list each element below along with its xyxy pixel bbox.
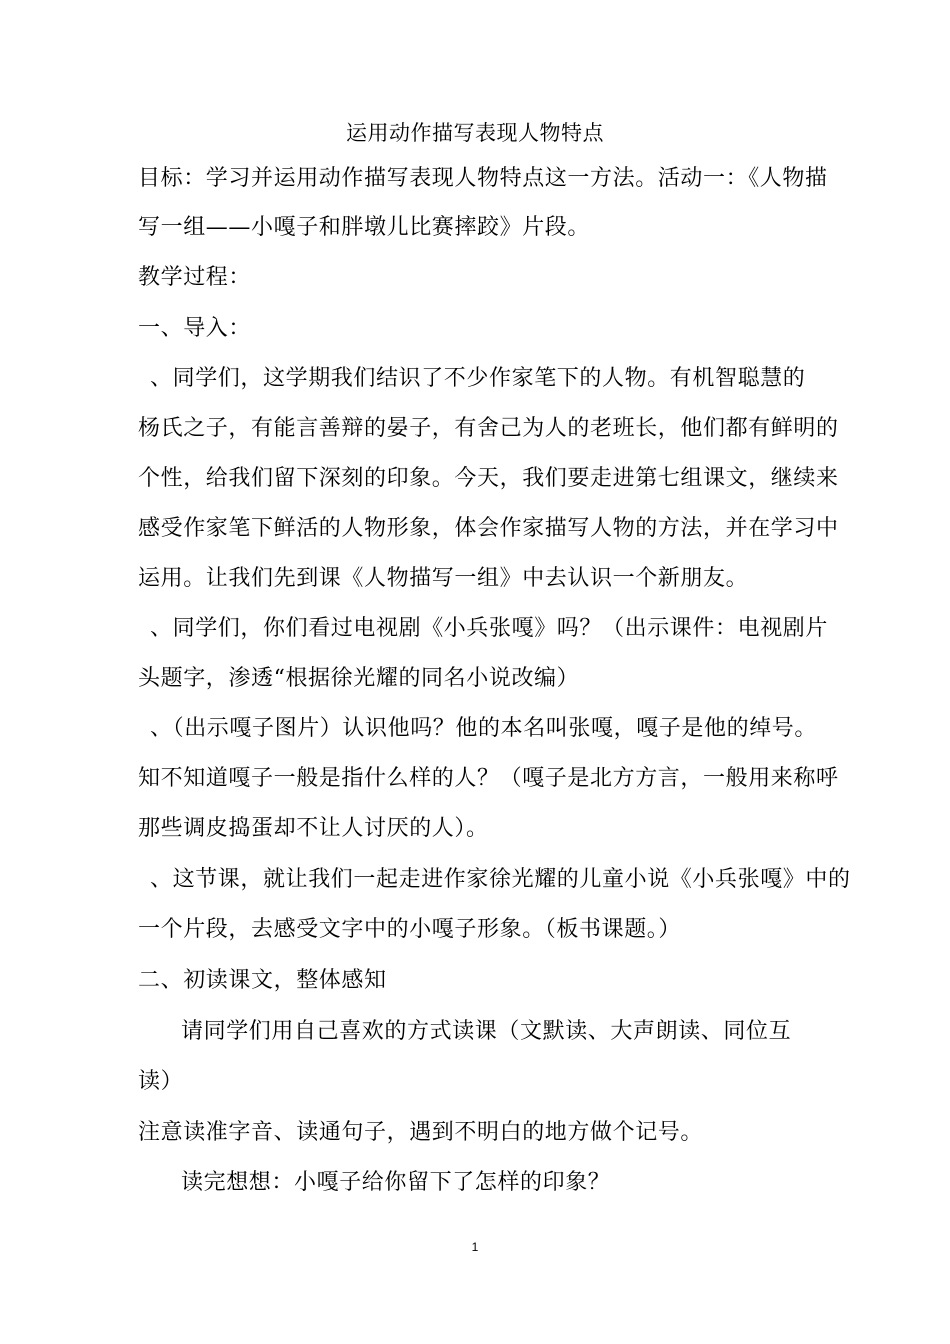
paragraph-line: 杨氏之子，有能言善辩的晏子，有舍己为人的老班长，他们都有鲜明的 xyxy=(138,416,839,441)
paragraph-line: 那些调皮捣蛋却不让人讨厌的人）。 xyxy=(138,816,489,841)
paragraph-line: 知不知道嘎子一般是指什么样的人？（嘎子是北方方言，一般用来称呼 xyxy=(138,766,839,791)
paragraph-line: 、同学们，你们看过电视剧《小兵张嘎》吗？（出示课件：电视剧片 xyxy=(150,616,829,641)
section-heading-reading: 二、初读课文，整体感知 xyxy=(138,968,387,993)
paragraph-line: 、这节课，就让我们一起走进作家徐光耀的儿童小说《小兵张嘎》中的 xyxy=(150,867,851,892)
paragraph-line: 头题字，渗透“根据徐光耀的同名小说改编） xyxy=(138,666,580,691)
objective-line-1: 目标：学习并运用动作描写表现人物特点这一方法。活动一：《人物描 xyxy=(138,166,828,191)
paragraph-line: 一个片段，去感受文字中的小嘎子形象。（板书课题。） xyxy=(138,917,682,942)
document-title: 运用动作描写表现人物特点 xyxy=(346,121,604,145)
objective-line-2: 写一组——小嘎子和胖墩儿比赛摔跤》片段。 xyxy=(138,215,591,240)
paragraph-line: 读） xyxy=(138,1069,184,1094)
paragraph-line: 个性，给我们留下深刻的印象。今天，我们要走进第七组课文，继续来 xyxy=(138,466,839,491)
page-number: 1 xyxy=(471,1240,479,1254)
section-heading-process: 教学过程： xyxy=(138,265,252,290)
paragraph-line: 感受作家笔下鲜活的人物形象，体会作家描写人物的方法，并在学习中 xyxy=(138,516,839,541)
section-heading-intro: 一、导入： xyxy=(138,316,252,341)
paragraph-line: 注意读准字音、读通句子，遇到不明白的地方做个记号。 xyxy=(138,1120,704,1145)
paragraph-line: 读完想想：小嘎子给你留下了怎样的印象？ xyxy=(181,1170,611,1195)
paragraph-line: 请同学们用自己喜欢的方式读课（文默读、大声朗读、同位互 xyxy=(181,1019,792,1044)
paragraph-line: 、同学们，这学期我们结识了不少作家笔下的人物。有机智聪慧的 xyxy=(150,366,806,391)
paragraph-line: 运用。让我们先到课《人物描写一组》中去认识一个新朋友。 xyxy=(138,566,749,591)
paragraph-line: 、（出示嘎子图片）认识他吗？他的本名叫张嘎，嘎子是他的绰号。 xyxy=(150,716,818,741)
